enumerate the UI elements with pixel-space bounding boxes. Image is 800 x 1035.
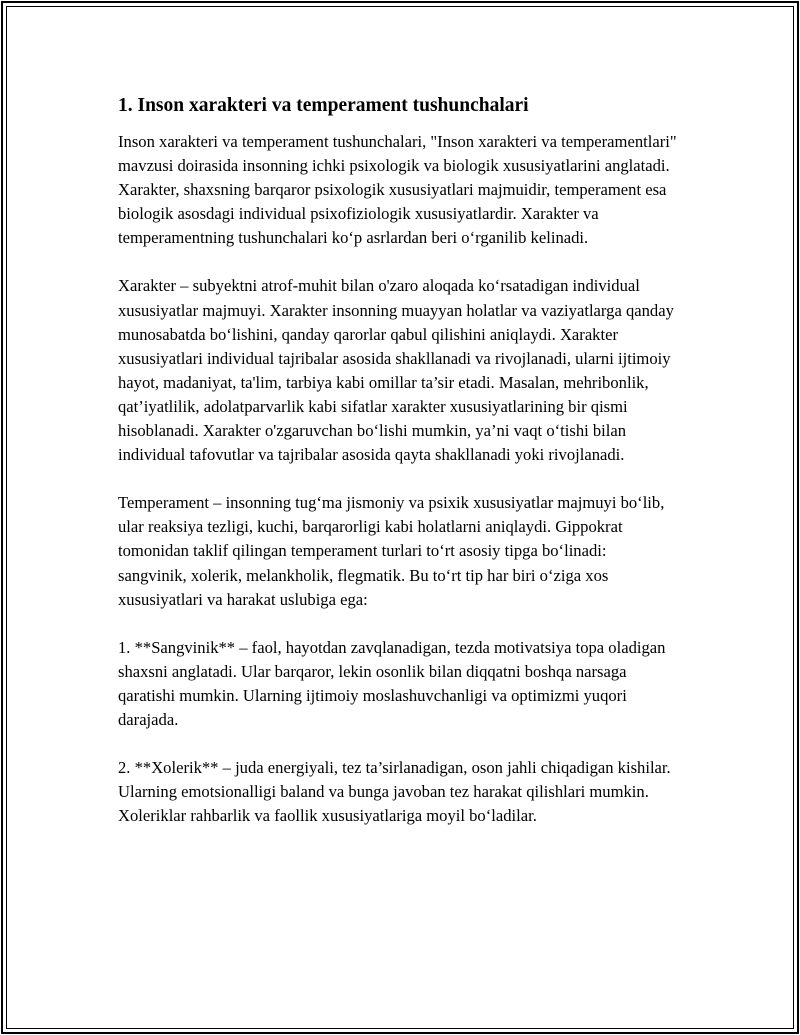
paragraph-choleric: 2. **Xolerik** – juda energiyali, tez ta’sirlanadigan, oson jahli chiqadigan kishilar. Ularning emotsionalligi baland va bunga javoban tez harakat qilishlari mumkin. Xoleriklar rahbarlik va faollik xususiyatlariga moyil bo‘ladilar. <box>118 758 671 826</box>
section-heading: 1. Inson xarakteri va temperament tushunchalari <box>118 95 529 116</box>
paragraph-sanguine: 1. **Sangvinik** – faol, hayotdan zavqlanadigan, tezda motivatsiya topa oladigan shaxsni anglatadi. Ular barqaror, lekin osonlik bilan diqqatni boshqa narsaga qaratishi mumkin. Ularning ijtimoiy moslashuvchanligi va optimizmi yuqori darajada. <box>118 637 666 729</box>
paragraph-temperament: Temperament – insonning tug‘ma jismoniy va psixik xususiyatlar majmuyi bo‘lib, ular reaksiya tezligi, kuchi, barqarorligi kabi holatlarni aniqlaydi. Gippokrat tomonidan taklif qilingan temperament turlari to‘rt asosiy tipga bo‘linadi: sangvinik, xolerik, melankholik, flegmatik. Bu to‘rt tip har biri o‘ziga xos xususiyatlari va harakat uslubiga ega: <box>118 493 665 609</box>
paragraph-intro: Inson xarakteri va temperament tushunchalari, "Inson xarakteri va temperamentlari" mavzusi doirasida insonning ichki psixologik va biologik xususiyatlarini anglatadi. Xarakter, shaxsning barqaror psixologik xususiyatlari majmuidir, temperament esa biologik asosdagi individual psixofiziologik xususiyatlardir. Xarakter va temperamentning tushunchalari ko‘p asrlardan beri o‘rganilib kelinadi. <box>118 132 677 248</box>
paragraph-character: Xarakter – subyektni atrof-muhit bilan o'zaro aloqada ko‘rsatadigan individual xususiyatlar majmuyi. Xarakter insonning muayyan holatlar va vaziyatlarga qanday munosabatda bo‘lishini, qanday qarorlar qabul qilishini aniqlaydi. Xarakter xususiyatlari individual tajribalar asosida shakllanadi va rivojlanadi, ularni ijtimoiy hayot, madaniyat, ta'lim, tarbiya kabi omillar ta’sir etadi. Masalan, mehribonlik, qat’iyatlilik, adolatparvarlik kabi sifatlar xarakter xususiyatlarining bir qismi hisoblanadi. Xarakter o'zgaruvchan bo‘lishi mumkin, ya’ni vaqt o‘tishi bilan individual tafovutlar va tajribalar asosida qayta shakllanadi yoki rivojlanadi. <box>118 276 674 465</box>
document-content <box>118 92 678 852</box>
